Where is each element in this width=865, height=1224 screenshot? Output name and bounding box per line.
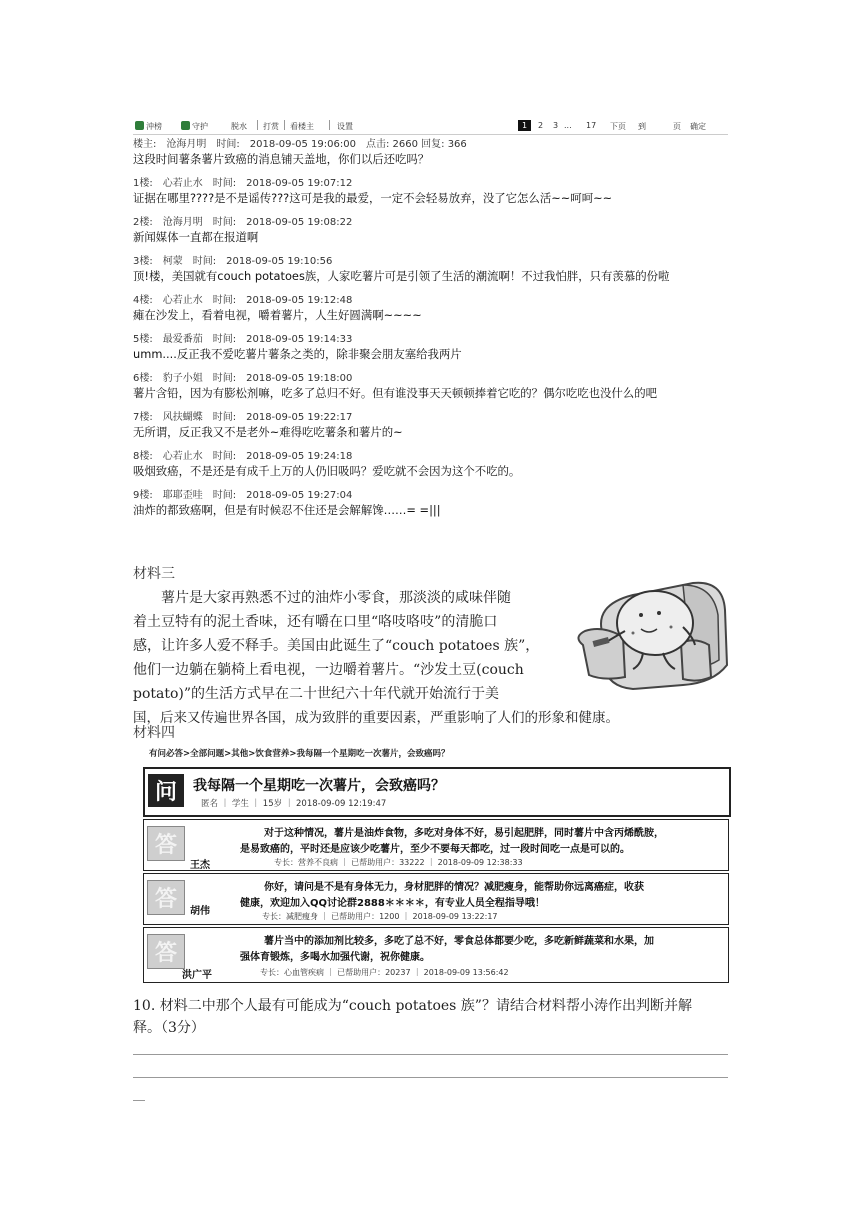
post-floor: 4楼: (133, 295, 153, 306)
post-author[interactable]: 沧海月明 (166, 139, 207, 150)
page-unit-label: 页 (673, 122, 681, 131)
post-author[interactable]: 风扶蝴蝶 (162, 412, 203, 423)
question-text-line: 10. 材料二中那个人最有可能成为“couch potatoes 族”？请结合材料帮小涛作出判断并解 (133, 998, 692, 1014)
post-time-label: 时间: (212, 451, 237, 462)
forum-screenshot (133, 114, 728, 542)
post-meta (133, 330, 728, 345)
paragraph-line: 他们一边躺在躺椅上看电视，一边嚼着薯片。“沙发土豆(couch (133, 662, 524, 678)
post-time-label: 时间: (212, 295, 237, 306)
goto-label: 到 (638, 122, 646, 131)
post-meta (133, 252, 728, 267)
toolbar-item-dehydrate[interactable]: 脱水 (231, 122, 247, 131)
answerer-name[interactable]: 胡伟 (190, 906, 210, 917)
shield-icon (181, 121, 190, 130)
page-link[interactable]: 17 (586, 121, 597, 130)
post-floor: 6楼: (133, 373, 153, 384)
post-body: 吸烟致癌，不是还是有成千上万的人仍旧吸吗？爱吃就不会因为这个不吃的。 (133, 464, 521, 478)
post-time: 2018-09-05 19:18:00 (246, 373, 353, 384)
question-meta: 匿名 ｜ 学生 ｜ 15岁 ｜ 2018-09-09 12:19:47 (201, 799, 387, 809)
post-author[interactable]: 沧海月明 (162, 217, 203, 228)
answer-box (143, 927, 729, 983)
next-page-button[interactable]: 下页 (610, 122, 626, 131)
post-body: 油炸的都致癌啊，但是有时候忍不住还是会解解馋……= =||| (133, 503, 441, 517)
answer-meta: 专长：减肥瘦身 ｜ 已帮助用户：1200 ｜ 2018-09-09 13:22:17 (262, 912, 498, 921)
answer-text-line: 薯片当中的添加剂比较多，多吃了总不好，零食总体都要少吃，多吃新鲜蔬菜和水果，加 (264, 936, 654, 947)
post-body: 无所谓，反正我又不是老外~难得吃吃薯条和薯片的~ (133, 425, 403, 439)
post-body: 瘫在沙发上，看着电视，嚼着薯片，人生好圆满啊~~~~ (133, 308, 422, 322)
divider (329, 120, 330, 130)
answer-text-line: 健康，欢迎加入QQ讨论群2888＊＊＊＊，有专业人员全程指导哦！ (240, 898, 545, 909)
rank-icon (135, 121, 144, 130)
answer-line[interactable] (133, 1054, 728, 1055)
toolbar-item-guard[interactable]: 守护 (181, 121, 208, 132)
post-time: 2018-09-05 19:27:04 (246, 490, 353, 501)
post-time-label: 时间: (212, 412, 237, 423)
post-author[interactable]: 柯蒙 (162, 256, 183, 267)
post-author[interactable]: 最爱番茄 (162, 334, 203, 345)
answerer-name[interactable]: 王杰 (190, 860, 210, 871)
post-floor: 1楼: (133, 178, 153, 189)
post-floor: 楼主: (133, 139, 157, 150)
breadcrumb[interactable]: 有问必答>全部问题>其他>饮食营养>我每隔一个星期吃一次薯片，会致癌吗？ (149, 749, 450, 759)
qa-screenshot (143, 745, 729, 985)
post-floor: 7楼: (133, 412, 153, 423)
post-time-label: 时间: (212, 373, 237, 384)
post-body: 薯片含铅，因为有膨松剂嘛，吃多了总归不好。但有谁没事天天顿顿捧着它吃的？偶尔吃吃也没什么的吧 (133, 386, 657, 400)
post-time: 2018-09-05 19:08:22 (246, 217, 353, 228)
post-meta (133, 486, 728, 501)
post-meta (133, 135, 728, 150)
answer-text-line: 是易致癌的，平时还是应该少吃薯片，至少不要每天都吃，过一段时间吃一点是可以的。 (240, 844, 630, 855)
post-time: 2018-09-05 19:12:48 (246, 295, 353, 306)
post-time-label: 时间: (212, 217, 237, 228)
answer-text-line: 强体育锻炼，多喝水加强代谢，祝你健康。 (240, 952, 430, 963)
post-time: 2018-09-05 19:06:00 (249, 139, 356, 150)
question-box (143, 767, 731, 817)
answer-line[interactable] (133, 1100, 145, 1101)
material3-title: 材料三 (133, 566, 175, 582)
post-time-label: 时间: (212, 178, 237, 189)
post-stats: 点击: 2660 回复: 366 (365, 139, 467, 150)
answer-badge: 答 (147, 934, 185, 969)
post-time: 2018-09-05 19:07:12 (246, 178, 353, 189)
page-link[interactable]: 2 (538, 121, 544, 130)
toolbar-item-op-only[interactable]: 看楼主 (290, 122, 314, 131)
post-meta (133, 174, 728, 189)
material4-title: 材料四 (133, 725, 175, 741)
paragraph-line: 感，让许多人爱不释手。美国由此诞生了“couch potatoes 族”， (133, 638, 540, 654)
post-meta (133, 447, 728, 462)
question-badge: 问 (148, 774, 184, 807)
post-meta (133, 291, 728, 306)
couch-potato-illustration (563, 565, 731, 693)
toolbar-item-settings[interactable]: 设置 (337, 122, 353, 131)
divider (257, 120, 258, 130)
post-floor: 2楼: (133, 217, 153, 228)
post-body: 顶!楼，美国就有couch potatoes族，人家吃薯片可是引领了生活的潮流啊！不过我怕胖，只有羡慕的份啦 (133, 269, 670, 283)
post-floor: 3楼: (133, 256, 153, 267)
post-time-label: 时间: (216, 139, 240, 150)
post-author[interactable]: 心若止水 (162, 451, 203, 462)
post-time: 2018-09-05 19:24:18 (246, 451, 353, 462)
post-time: 2018-09-05 19:22:17 (246, 412, 353, 423)
post-body: umm....反正我不爱吃薯片薯条之类的，除非聚会朋友塞给我两片 (133, 347, 462, 361)
post-author[interactable]: 心若止水 (162, 295, 203, 306)
answer-line[interactable] (133, 1077, 728, 1078)
page-ellipsis: ... (564, 121, 572, 130)
post-time: 2018-09-05 19:10:56 (226, 256, 333, 267)
post-body: 这段时间薯条薯片致癌的消息铺天盖地，你们以后还吃吗？ (133, 152, 430, 166)
answer-meta: 专长：心血管疾病 ｜ 已帮助用户：20237 ｜ 2018-09-09 13:56:42 (260, 968, 509, 977)
answerer-name[interactable]: 洪广平 (182, 970, 212, 981)
answer-text-line: 你好，请问是不是有身体无力，身材肥胖的情况？减肥瘦身，能帮助你远离癌症，收获 (264, 882, 644, 893)
answer-meta: 专长：营养不良病 ｜ 已帮助用户：33222 ｜ 2018-09-09 12:38:33 (274, 858, 523, 867)
post-floor: 5楼: (133, 334, 153, 345)
post-time: 2018-09-05 19:14:33 (246, 334, 353, 345)
post-author[interactable]: 心若止水 (162, 178, 203, 189)
answer-box (143, 873, 729, 925)
post-meta (133, 369, 728, 384)
post-floor: 8楼: (133, 451, 153, 462)
toolbar-item-rank[interactable]: 沖榜 (135, 121, 162, 132)
post-author[interactable]: 豹子小姐 (162, 373, 203, 384)
post-time-label: 时间: (212, 490, 237, 501)
question-text-line: 释。（3分） (133, 1020, 205, 1036)
post-body: 证据在哪里????是不是谣传???这可是我的最爱，一定不会轻易放弃，没了它怎么活~~呵呵~~ (133, 191, 613, 205)
post-list (133, 135, 728, 525)
post-time-label: 时间: (192, 256, 217, 267)
goto-confirm-button[interactable]: 确定 (690, 122, 706, 131)
post-floor: 9楼: (133, 490, 153, 501)
question-10 (133, 995, 733, 1039)
paragraph-line: 国，后来又传遍世界各国，成为致胖的重要因素，严重影响了人们的形象和健康。 (133, 710, 619, 726)
post-time-label: 时间: (212, 334, 237, 345)
post-meta (133, 213, 728, 228)
answer-badge: 答 (147, 880, 185, 915)
paragraph-line: 薯片是大家再熟悉不过的油炸小零食，那淡淡的咸味伴随 (161, 590, 511, 606)
post-author[interactable]: 耶耶歪哇 (162, 490, 203, 501)
page-current[interactable]: 1 (518, 120, 531, 131)
answer-badge: 答 (147, 826, 185, 861)
divider (284, 120, 285, 130)
post-meta (133, 408, 728, 423)
question-title[interactable]: 我每隔一个星期吃一次薯片，会致癌吗？ (193, 778, 445, 794)
forum-toolbar (133, 118, 728, 135)
page-link[interactable]: 3 (553, 121, 559, 130)
answer-box (143, 819, 729, 871)
paragraph-line: potato)”的生活方式早在二十世纪六十年代就开始流行于美 (133, 686, 500, 702)
post-body: 新闻媒体一直都在报道啊 (133, 230, 259, 244)
toolbar-item-tip[interactable]: 打赏 (263, 122, 279, 131)
paragraph-line: 着土豆特有的泥土香味，还有嚼在口里“咯吱咯吱”的清脆口 (133, 614, 498, 630)
answer-text-line: 对于这种情况，薯片是油炸食物，多吃对身体不好，易引起肥胖，同时薯片中含丙烯酰胺， (264, 828, 664, 839)
